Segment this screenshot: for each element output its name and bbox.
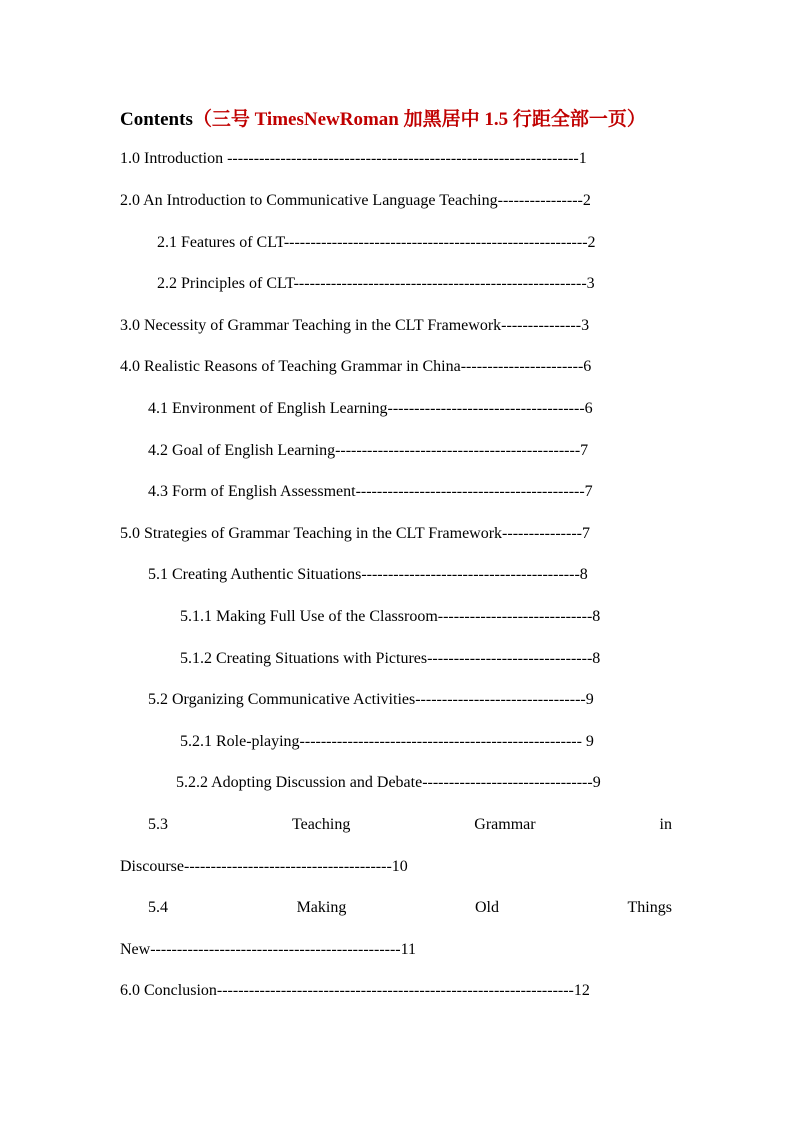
toc-entry: 5.2 Organizing Communicative Activities--------------------------------9 bbox=[148, 691, 594, 708]
toc-entry: 5.2.1 Role-playing----------------------------------------------------- 9 bbox=[180, 733, 594, 750]
toc-word: 5.3 bbox=[148, 816, 168, 833]
toc-word: in bbox=[659, 816, 672, 833]
toc-entry: 4.0 Realistic Reasons of Teaching Grammar in China-----------------------6 bbox=[120, 358, 592, 375]
contents-title bbox=[120, 104, 646, 131]
toc-entry: 6.0 Conclusion-------------------------------------------------------------------12 bbox=[120, 982, 590, 999]
toc-entry: 3.0 Necessity of Grammar Teaching in the CLT Framework---------------3 bbox=[120, 317, 590, 334]
toc-entry-continuation: New-----------------------------------------------11 bbox=[120, 941, 417, 958]
toc-entry: 2.1 Features of CLT---------------------------------------------------------2 bbox=[157, 234, 596, 251]
toc-word: Grammar bbox=[474, 816, 536, 833]
toc-entry: 5.1.2 Creating Situations with Pictures-------------------------------8 bbox=[180, 650, 601, 667]
toc-entry: 2.0 An Introduction to Communicative Language Teaching----------------2 bbox=[120, 192, 591, 209]
toc-entry-5-3 bbox=[148, 815, 672, 835]
toc-entry: 2.2 Principles of CLT-------------------------------------------------------3 bbox=[157, 275, 595, 292]
toc-entry: 5.1 Creating Authentic Situations-----------------------------------------8 bbox=[148, 566, 588, 583]
toc-word: Teaching bbox=[291, 816, 351, 833]
toc-word: Making bbox=[296, 899, 347, 916]
toc-entry-5-4 bbox=[148, 898, 672, 918]
toc-entry: 4.1 Environment of English Learning-------------------------------------6 bbox=[148, 400, 593, 417]
toc-word: 5.4 bbox=[148, 899, 168, 916]
toc-entry: 4.2 Goal of English Learning----------------------------------------------7 bbox=[148, 442, 589, 459]
toc-entry: 4.3 Form of English Assessment-------------------------------------------7 bbox=[148, 483, 593, 500]
toc-entry: 5.1.1 Making Full Use of the Classroom-----------------------------8 bbox=[180, 608, 601, 625]
toc-word: Things bbox=[627, 899, 672, 916]
toc-entry-continuation: Discourse---------------------------------------10 bbox=[120, 858, 408, 875]
toc-entry: 5.0 Strategies of Grammar Teaching in the CLT Framework---------------7 bbox=[120, 525, 590, 542]
toc-entry: 1.0 Introduction ------------------------------------------------------------------1 bbox=[120, 150, 587, 167]
contents-heading: Contents bbox=[120, 109, 193, 130]
toc-word: Old bbox=[474, 899, 499, 916]
format-note: （三号 TimesNewRoman 加黑居中 1.5 行距全部一页） bbox=[192, 109, 646, 130]
toc-entry: 5.2.2 Adopting Discussion and Debate--------------------------------9 bbox=[176, 774, 601, 791]
